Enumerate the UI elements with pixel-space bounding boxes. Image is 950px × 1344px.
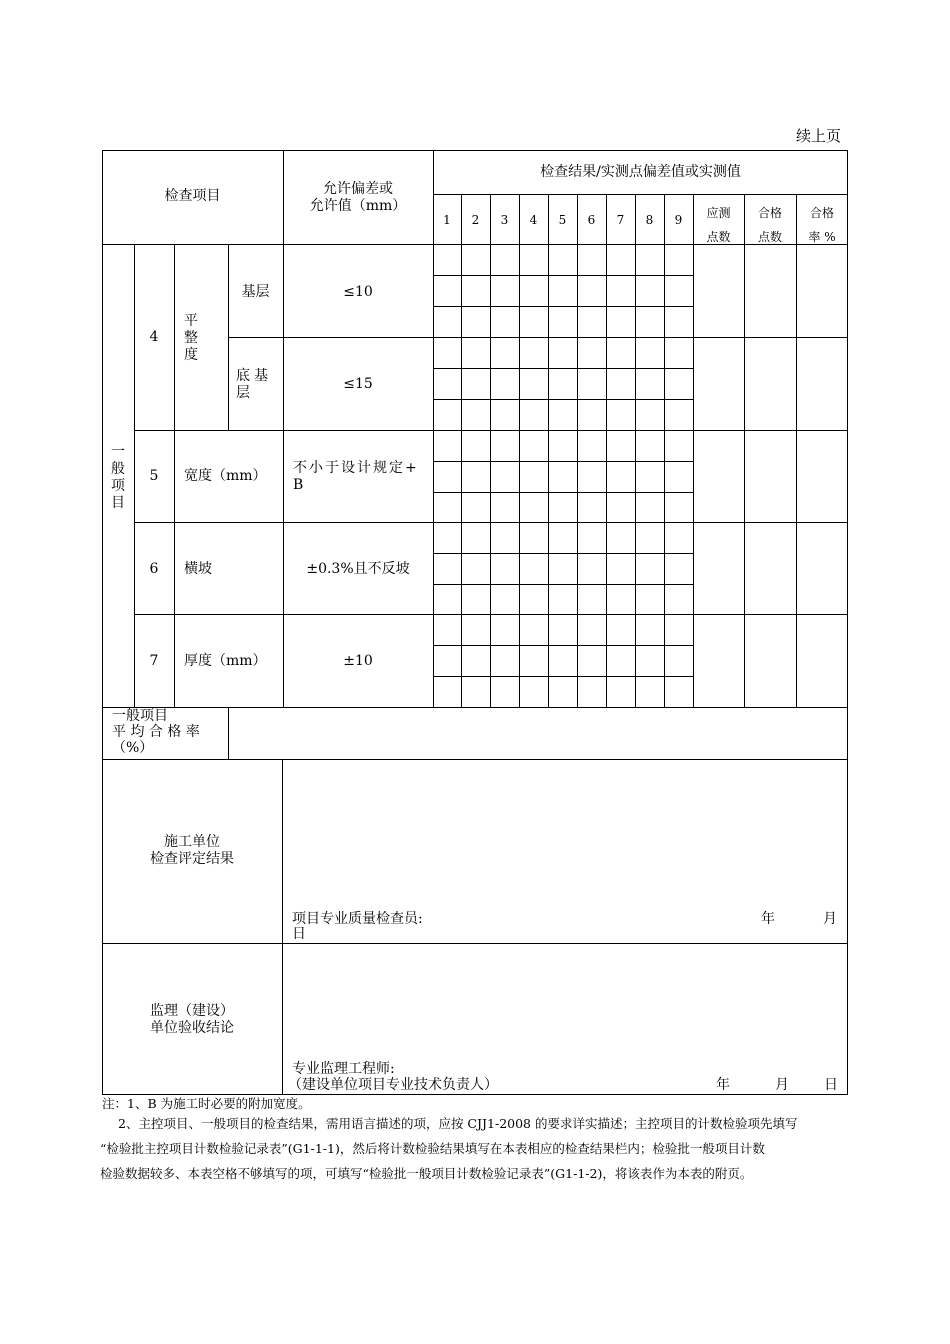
note-1: 注：1、B 为施工时必要的附加宽度。: [102, 1096, 311, 1111]
point-number: 7: [616, 213, 625, 227]
sub-item-base: 基层: [241, 284, 270, 300]
item-cross-slope: 横坡: [184, 561, 212, 577]
point-number: 4: [529, 213, 538, 227]
item-thickness: 厚度（mm）: [184, 653, 267, 669]
supervision-unit-label: [102, 1003, 282, 1037]
supervision-month: 月: [775, 1077, 789, 1093]
construction-year: 年: [761, 911, 775, 927]
header-pass-rate: [796, 201, 848, 249]
header-should-count: [693, 201, 744, 249]
header-should-line2: 点数: [706, 230, 731, 244]
header-pass-points-line2: 点数: [757, 230, 782, 244]
header-pass-points-line1: 合格: [757, 206, 782, 220]
row-number: 4: [149, 329, 159, 345]
tolerance-thickness: ±10: [343, 653, 373, 669]
note-2-line2: “检验批主控项目计数检验记录表”(G1-1-1)，然后将计数检验结果填写在本表相应的检查结果栏内；检验批一般项目计数: [100, 1141, 765, 1156]
point-number: 3: [500, 213, 509, 227]
note-2-line3: 检验数据较多、本表空格不够填写的项，可填写“检验批一般项目计数检验记录表”(G1-1-2)，将该表作为本表的附页。: [100, 1166, 753, 1181]
avg-pass-rate-line2: 平 均 合 格 率: [112, 724, 200, 740]
supervision-year: 年: [716, 1077, 730, 1093]
row-number: 6: [149, 561, 159, 577]
item-flatness: 平整度: [184, 313, 198, 363]
avg-pass-rate-label: [112, 708, 227, 756]
construction-line1: 施工单位: [164, 834, 220, 850]
note-2-line1: 2、主控项目、一般项目的检查结果，需用语言描述的项，应按 CJJ1-2008 的要求详实描述；主控项目的计数检验项先填写: [118, 1116, 798, 1131]
continued-label: 续上页: [796, 127, 842, 145]
point-number: 9: [674, 213, 683, 227]
header-tolerance-line1: 允许偏差或: [323, 181, 393, 197]
header-tolerance: [283, 181, 433, 215]
construction-unit-label: [102, 834, 282, 868]
tolerance-subbase: ≤15: [343, 376, 373, 392]
header-results: 检查结果/实测点偏差值或实测值: [540, 164, 741, 180]
avg-pass-rate-line3: （%）: [112, 740, 154, 756]
point-number: 1: [443, 213, 451, 227]
point-number: 5: [558, 213, 567, 227]
supervision-line1: 监理（建设）: [150, 1003, 234, 1019]
construction-line2: 检查评定结果: [150, 851, 234, 867]
header-pass-rate-line1: 合格: [809, 206, 834, 220]
supervision-line2: 单位验收结论: [150, 1020, 234, 1036]
avg-pass-rate-line1: 一般项目: [112, 708, 168, 724]
header-tolerance-line2: 允许值（mm）: [309, 198, 407, 214]
quality-inspector-label: 项目专业质量检查员:: [292, 911, 423, 927]
row-number: 7: [149, 653, 159, 669]
point-number: 6: [587, 213, 596, 227]
header-check-item: 检查项目: [164, 188, 221, 204]
tolerance-cross-slope: ±0.3%且不反坡: [306, 561, 410, 577]
supervising-engineer-label: 专业监理工程师:: [292, 1061, 395, 1077]
construction-day: 日: [292, 926, 306, 942]
header-pass-rate-line2: 率 %: [808, 230, 836, 244]
owner-representative-label: （建设单位项目专业技术负责人）: [288, 1077, 498, 1093]
item-width: 宽度（mm）: [184, 468, 267, 484]
header-should-line1: 应测: [706, 206, 731, 220]
row-number: 5: [149, 468, 159, 484]
general-items-group-label: 一般项目: [111, 444, 125, 511]
tolerance-width: 不小于设计规定+B: [293, 460, 419, 493]
sub-item-subbase: 底基层: [236, 368, 272, 401]
point-number: 2: [471, 213, 480, 227]
construction-month: 月: [823, 911, 837, 927]
point-number: 8: [645, 213, 654, 227]
supervision-day: 日: [824, 1077, 838, 1093]
header-pass-points: [744, 201, 796, 249]
tolerance-base: ≤10: [343, 284, 373, 300]
